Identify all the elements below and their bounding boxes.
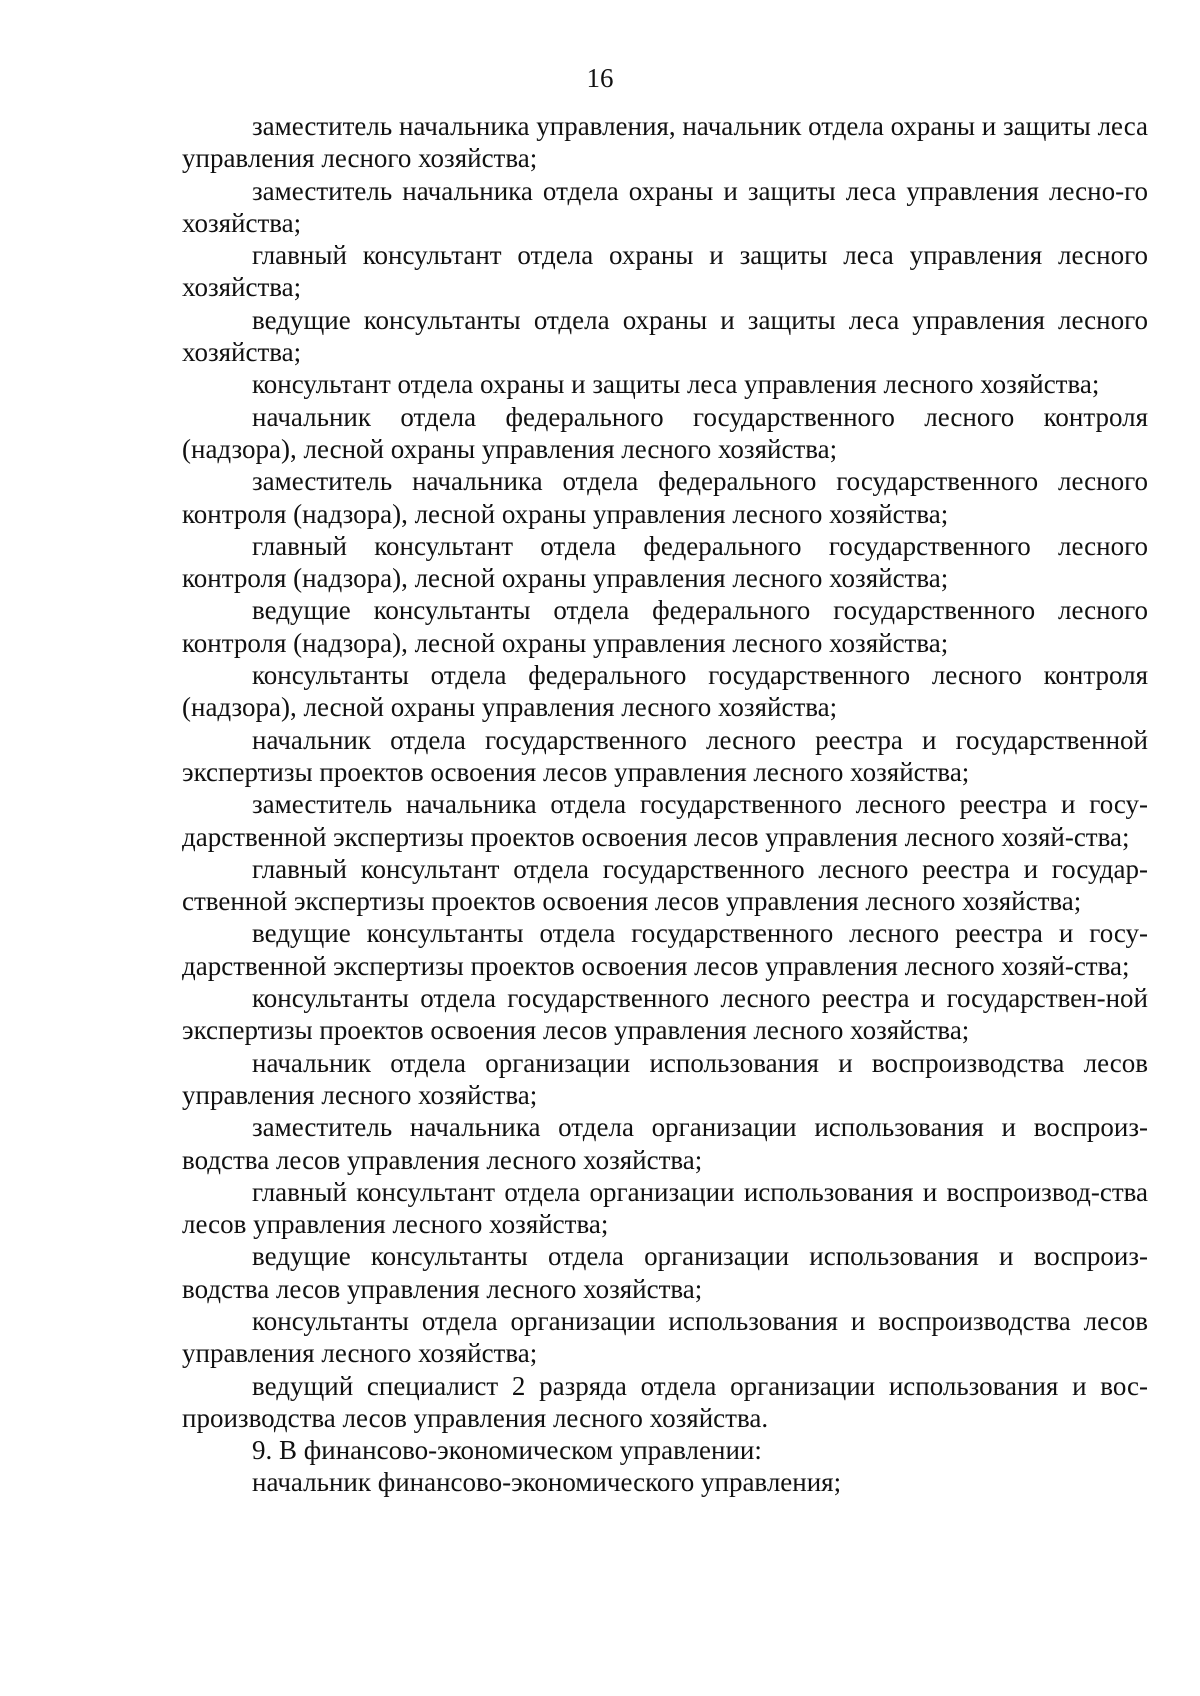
paragraph: начальник отдела федерального государственного лесного контроля (надзора), лесной охраны управления лесного хозяйства; <box>182 401 1148 464</box>
paragraph: начальник отдела государственного лесного реестра и государственной экспертизы проектов освоения лесов управления лесного хозяйства; <box>182 724 1148 787</box>
paragraph: главный консультант отдела государственного лесного реестра и государ-ственной экспертизы проектов освоения лесов управления лесного хозяйства; <box>182 853 1148 917</box>
paragraph: главный консультант отдела охраны и защиты леса управления лесного хозяйства; <box>182 240 1148 303</box>
paragraph: ведущие консультанты отдела организации использования и воспроиз-водства лесов управления лесного хозяйства; <box>182 1241 1148 1304</box>
paragraph: заместитель начальника управления, начальник отдела охраны и защиты леса управления лесного хозяйства; <box>182 111 1148 174</box>
paragraph: консультанты отдела организации использования и воспроизводства лесов управления лесного хозяйства; <box>182 1305 1148 1369</box>
paragraph: начальник отдела организации использования и воспроизводства лесов управления лесного хозяйства; <box>182 1047 1148 1110</box>
paragraph: заместитель начальника отдела государственного лесного реестра и госу-дарственной экспертизы проектов освоения лесов управления лесного хозяй-ства; <box>182 789 1148 852</box>
paragraph: заместитель начальника отдела охраны и защиты леса управления лесно-го хозяйства; <box>182 175 1148 238</box>
paragraph: главный консультант отдела федерального государственного лесного контроля (надзора), лесной охраны управления лесного хозяйства; <box>182 530 1148 594</box>
paragraph: заместитель начальника отдела федерального государственного лесного контроля (надзора), лесной охраны управления лесного хозяйства; <box>182 466 1148 529</box>
document-body <box>182 110 1148 1499</box>
paragraph: заместитель начальника отдела организации использования и воспроиз-водства лесов управления лесного хозяйства; <box>182 1112 1148 1175</box>
paragraph: консультант отдела охраны и защиты леса управления лесного хозяйства; <box>252 369 1100 400</box>
page-number: 16 <box>586 63 614 93</box>
paragraph: консультанты отдела государственного лесного реестра и государствен-ной экспертизы проектов освоения лесов управления лесного хозяйства; <box>182 983 1148 1046</box>
paragraph: ведущие консультанты отдела государственного лесного реестра и госу-дарственной экспертизы проектов освоения лесов управления лесного хозяй-ства; <box>182 918 1148 981</box>
paragraph: ведущий специалист 2 разряда отдела организации использования и вос-производства лесов управления лесного хозяйства. <box>182 1370 1148 1433</box>
paragraph: главный консультант отдела организации использования и воспроизвод-ства лесов управления лесного хозяйства; <box>182 1176 1148 1240</box>
paragraph: ведущие консультанты отдела охраны и защиты леса управления лесного хозяйства; <box>182 304 1148 368</box>
paragraph: консультанты отдела федерального государственного лесного контроля (надзора), лесной охраны управления лесного хозяйства; <box>182 660 1148 723</box>
paragraph: ведущие консультанты отдела федерального государственного лесного контроля (надзора), лесной охраны управления лесного хозяйства; <box>182 595 1148 658</box>
paragraph: начальник финансово-экономического управления; <box>252 1467 842 1498</box>
section-heading: 9. В финансово-экономическом управлении: <box>252 1435 762 1466</box>
